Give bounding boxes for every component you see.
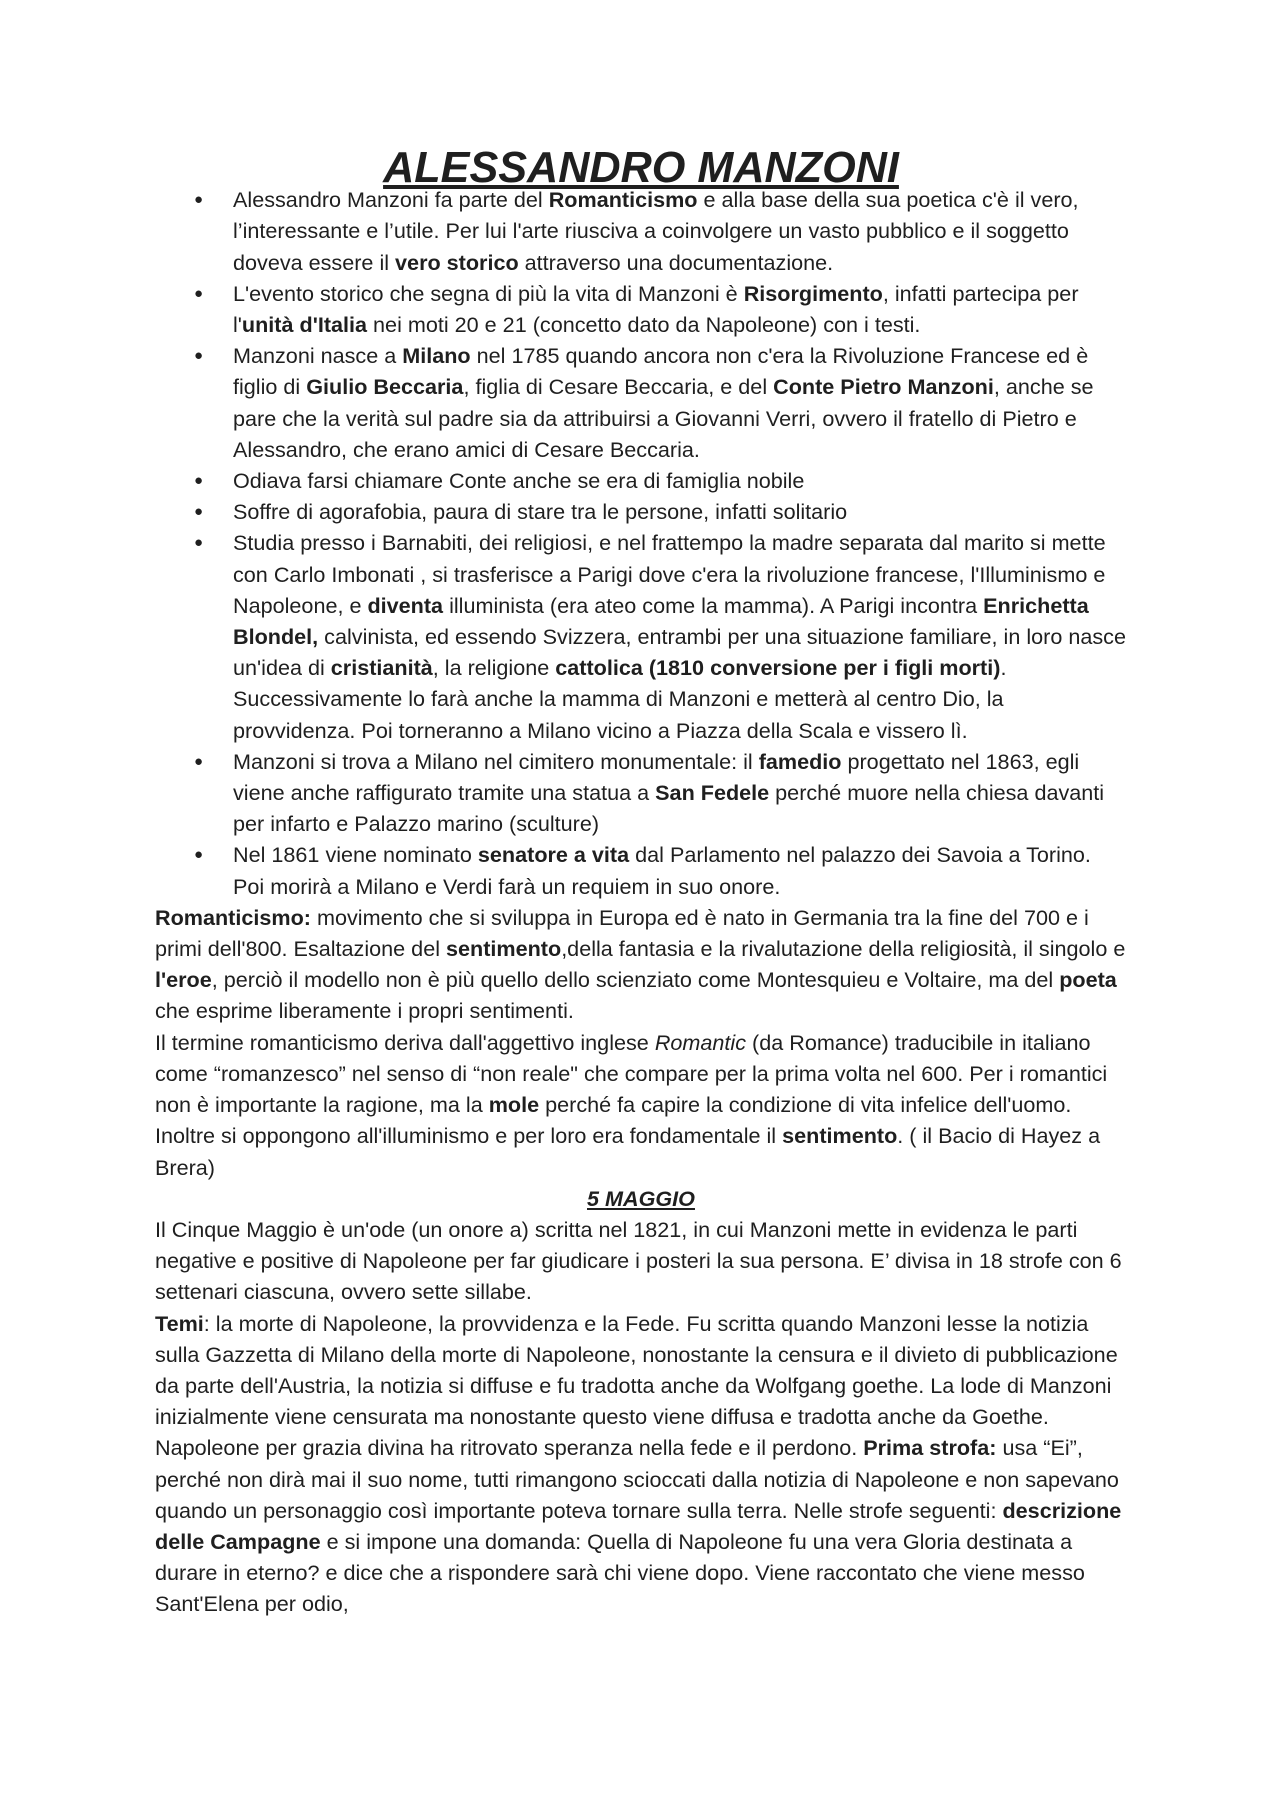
text-run: illuminista (era ateo come la mamma). A Parigi incontra bbox=[443, 592, 984, 618]
italic-text: Romantic bbox=[654, 1029, 747, 1055]
text-run: nel 1785 quando ancora non c'era la Rivoluzione Francese ed è figlio di bbox=[233, 343, 1089, 400]
bold-text: famedio bbox=[758, 748, 842, 774]
bullet-dot-icon: ● bbox=[194, 846, 204, 864]
text-run: . Successivamente lo farà anche la mamma di Manzoni e metterà al centro Dio, la provvidenza. Poi torneranno a Milano vicino a Piazza della Scala e vissero lì. bbox=[233, 655, 1007, 743]
paragraph bbox=[155, 1308, 1127, 1620]
bold-text: cristianità bbox=[330, 655, 433, 681]
text-run: ,della fantasia e la rivalutazione della religiosità, il singolo e bbox=[561, 936, 1126, 962]
text-run: , anche se pare che la verità sul padre sia da attribuirsi a Giovanni Verri, ovvero il fratello di Pietro e Alessandro, che erano amici di Cesare Beccaria. bbox=[233, 374, 1094, 462]
text-run: perché muore nella chiesa davanti per infarto e Palazzo marino (sculture) bbox=[233, 780, 1105, 837]
text-run: Manzoni nasce a bbox=[233, 343, 403, 369]
bold-text: unità d'Italia bbox=[241, 312, 368, 338]
text-run: Soffre di agorafobia, paura di stare tra le persone, infatti solitario bbox=[233, 499, 848, 525]
text-run: e alla base della sua poetica c'è il vero, l’interessante e l’utile. Per lui l'arte riusciva a coinvolgere un vasto pubblico e il soggetto doveva essere il bbox=[233, 187, 1079, 275]
bullet-dot-icon: ● bbox=[194, 503, 204, 521]
bold-text: Romanticismo bbox=[548, 187, 698, 213]
text-run: e si impone una domanda: Quella di Napoleone fu una vera Gloria destinata a durare in eterno? e dice che a rispondere sarà chi viene dopo. Viene raccontato che viene messo Sant'Elena per odio, bbox=[155, 1528, 1085, 1617]
bold-text: San Fedele bbox=[655, 780, 770, 806]
document-title: ALESSANDRO MANZONI bbox=[383, 144, 899, 192]
text-run: attraverso una documentazione. bbox=[518, 249, 834, 275]
bullet-item bbox=[155, 839, 1127, 901]
text-run: movimento che si sviluppa in Europa ed è nato in Germania tra la fine del 700 e i primi dell'800. Esaltazione del bbox=[155, 904, 1089, 962]
bold-text: cattolica (1810 conversione per i figli morti) bbox=[555, 655, 1001, 681]
text-run: . ( il Bacio di Hayez a Brera) bbox=[155, 1123, 1101, 1180]
text-run: perché fa capire la condizione di vita infelice dell'uomo. Inoltre si oppongono all'illuminismo e per loro era fondamentale il bbox=[155, 1092, 1072, 1149]
bullet-item bbox=[155, 465, 1127, 496]
bold-text: Giulio Beccaria bbox=[306, 374, 464, 400]
text-run: Alessandro Manzoni fa parte del bbox=[233, 187, 549, 213]
bold-text: Enrichetta Blondel, bbox=[233, 592, 1089, 650]
text-run: calvinista, ed essendo Svizzera, entrambi per una situazione familiare, in loro nasce un'idea di bbox=[233, 624, 1126, 681]
text-run: Odiava farsi chiamare Conte anche se era di famiglia nobile bbox=[233, 468, 805, 494]
text-run: Il termine romanticismo deriva dall'aggettivo inglese bbox=[155, 1029, 655, 1055]
bold-text: senatore a vita bbox=[477, 842, 630, 868]
bold-text: poeta bbox=[1059, 967, 1117, 993]
text-run: Manzoni si trova a Milano nel cimitero monumentale: il bbox=[233, 748, 759, 774]
bold-text: l'eroe bbox=[155, 967, 212, 993]
bullet-item bbox=[155, 278, 1127, 340]
bold-text: Romanticismo: bbox=[155, 904, 311, 930]
bold-text: vero storico bbox=[395, 249, 519, 275]
bold-text: Prima strofa: bbox=[863, 1435, 997, 1461]
biography-bullet-list bbox=[155, 184, 1127, 902]
paragraph bbox=[155, 902, 1127, 1027]
bold-text: descrizione delle Campagne bbox=[155, 1497, 1122, 1554]
text-run: , la religione bbox=[432, 655, 556, 681]
section-title-5-maggio: 5 MAGGIO bbox=[587, 1185, 695, 1211]
bold-text: Conte Pietro Manzoni bbox=[773, 374, 994, 400]
text-run: (da Romance) traducibile in italiano come “romanzesco” nel senso di “non reale" che compare per la prima volta nel 600. Per i romantici non è importante la ragione, ma la bbox=[155, 1029, 1108, 1118]
text-run: : la morte di Napoleone, la provvidenza e la Fede. Fu scritta quando Manzoni lesse la notizia sulla Gazzetta di Milano della morte di Napoleone, nonostante la censura e il divieto di pubblicazione da parte dell'Austria, la notizia si diffuse e fu tradotta anche da Wolfgang goethe. La lode di Manzoni inizialmente viene censurata ma nonostante questo viene diffusa e tradotta anche da Goethe. Napoleone per grazia divina ha ritrovato speranza nella fede e il perdono. bbox=[155, 1310, 1118, 1461]
bold-text: mole bbox=[488, 1092, 540, 1118]
bullet-item bbox=[155, 340, 1127, 465]
text-run: , perciò il modello non è più quello dello scienziato come Montesquieu e Voltaire, ma del bbox=[211, 967, 1060, 993]
bold-text: sentimento bbox=[446, 936, 562, 962]
text-run: Nel 1861 viene nominato bbox=[233, 842, 478, 868]
bullet-dot-icon: ● bbox=[194, 191, 204, 209]
bullet-dot-icon: ● bbox=[194, 752, 204, 770]
text-run: L'evento storico che segna di più la vita di Manzoni è bbox=[233, 280, 744, 306]
paragraph bbox=[155, 1027, 1127, 1183]
paragraph bbox=[155, 1214, 1127, 1308]
text-run: che esprime liberamente i propri sentimenti. bbox=[155, 998, 574, 1024]
text-run: nei moti 20 e 21 (concetto dato da Napoleone) con i testi. bbox=[367, 312, 921, 338]
romanticismo-section bbox=[155, 902, 1127, 1183]
bold-text: Risorgimento bbox=[743, 280, 883, 306]
text-run: usa “Ei”, perché non dirà mai il suo nome, tutti rimangono scioccati dalla notizia di Napoleone e non sapevano quando un personaggio così importante poteva tornare sulla terra. Nelle strofe seguenti: bbox=[155, 1435, 1119, 1523]
bold-text: sentimento bbox=[782, 1123, 898, 1149]
text-run: , infatti partecipa per l' bbox=[233, 280, 1079, 338]
bold-text: Temi bbox=[155, 1310, 204, 1336]
bullet-item bbox=[155, 496, 1127, 527]
text-run: Studia presso i Barnabiti, dei religiosi, e nel frattempo la madre separata dal marito si mette con Carlo Imbonati , si trasferisce a Parigi dove c'era la rivoluzione francese, l'Illuminismo e Napoleone, e bbox=[233, 530, 1106, 618]
bullet-dot-icon: ● bbox=[194, 347, 204, 365]
text-run: dal Parlamento nel palazzo dei Savoia a Torino. Poi morirà a Milano e Verdi farà un requiem in suo onore. bbox=[233, 842, 1091, 899]
bold-text: Milano bbox=[402, 343, 471, 369]
text-run: progettato nel 1863, egli viene anche raffigurato tramite una statua a bbox=[233, 748, 1080, 806]
bullet-dot-icon: ● bbox=[194, 472, 204, 490]
text-run: , figlia di Cesare Beccaria, e del bbox=[463, 374, 774, 400]
text-run: Il Cinque Maggio è un'ode (un onore a) scritta nel 1821, in cui Manzoni mette in evidenza le parti negative e positive di Napoleone per far giudicare i posteri la sua persona. E’ divisa in 18 strofe con 6 settenari ciascuna, ovvero sette sillabe. bbox=[155, 1216, 1122, 1305]
bullet-item bbox=[155, 527, 1127, 745]
bullet-item bbox=[155, 184, 1127, 278]
bold-text: diventa bbox=[367, 592, 444, 618]
bullet-item bbox=[155, 746, 1127, 840]
cinque-maggio-section bbox=[155, 1214, 1127, 1620]
bullet-dot-icon: ● bbox=[194, 534, 204, 552]
bullet-dot-icon: ● bbox=[194, 284, 204, 302]
